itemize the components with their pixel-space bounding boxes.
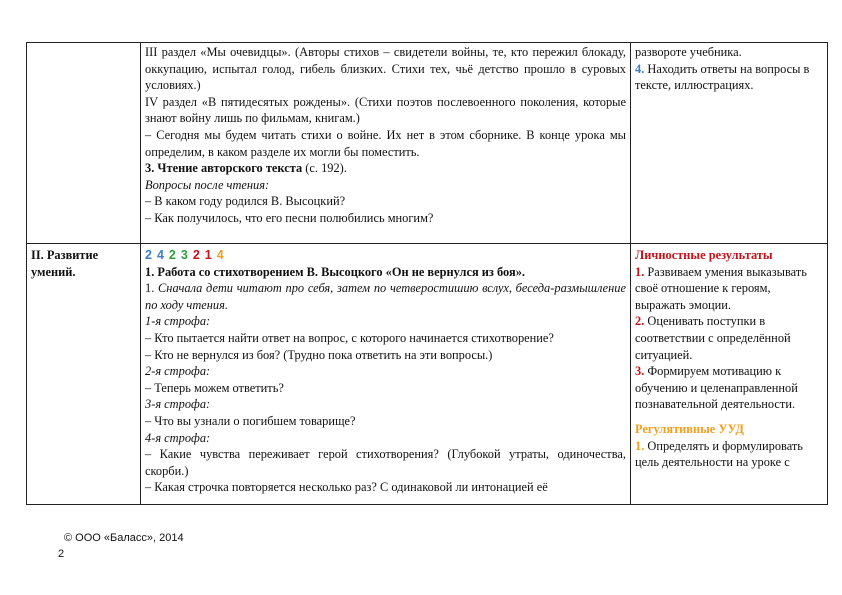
paragraph: – Сегодня мы будем читать стихи о войне. Их нет в этом сборнике. В конце урока мы определим, в каком разделе их могли бы поместить. bbox=[145, 127, 626, 159]
stanza-label: 1-я строфа: bbox=[145, 314, 211, 329]
stage-cell bbox=[27, 43, 141, 244]
question: – Как получилось, что его песни полюбились многим? bbox=[145, 210, 434, 225]
results-cell bbox=[631, 43, 828, 244]
copyright: © ООО «Баласс», 2014 bbox=[64, 532, 184, 544]
intro-text: Сначала дети читают про себя, затем по четверостишию вслух, беседа-размышление по ходу чтения. bbox=[145, 281, 626, 312]
lesson-table bbox=[26, 42, 828, 505]
reading-ref: (с. 192). bbox=[302, 161, 347, 176]
item-text: Оценивать поступки в соответствии с определённой ситуацией. bbox=[635, 314, 791, 362]
page-number: 2 bbox=[58, 548, 65, 560]
personal-results-heading: Личностные результаты bbox=[635, 248, 773, 262]
reading-heading: 3. Чтение авторского текста bbox=[145, 161, 303, 176]
table-row bbox=[27, 244, 828, 505]
stanza-line: – Кто не вернулся из боя? (Трудно пока ответить на эти вопросы.) bbox=[145, 347, 493, 362]
paragraph: IV раздел «В пятидесятых рождены». (Стихи поэтов послевоенного поколения, которые знают войну лишь по фильмам, книгам.) bbox=[145, 94, 626, 126]
stage-cell bbox=[27, 244, 141, 505]
item-text: Находить ответы на вопросы в тексте, иллюстрациях. bbox=[635, 61, 810, 93]
skill-code: 1 bbox=[204, 248, 212, 262]
stage-title: II. Развитие умений. bbox=[31, 248, 99, 279]
item-number: 3. bbox=[635, 364, 645, 379]
item-text: Определять и формулировать цель деятельности на уроке с bbox=[635, 438, 803, 470]
regulative-heading: Регулятивные УУД bbox=[635, 421, 744, 436]
stanza-line: – Какая строчка повторяется несколько раз? С одинаковой ли интонацией её bbox=[145, 480, 548, 495]
stanza-line: – Теперь можем ответить? bbox=[145, 380, 284, 395]
item-number: 4. bbox=[635, 61, 645, 76]
stanza-label: 4-я строфа: bbox=[145, 430, 211, 445]
results-text: развороте учебника. bbox=[635, 45, 742, 59]
after-reading-label: Вопросы после чтения: bbox=[145, 177, 270, 192]
intro-number: 1. bbox=[145, 281, 159, 296]
item-text: Формируем мотивацию к обучению и целенаправленной познавательной деятельности. bbox=[635, 364, 798, 412]
paragraph: III раздел «Мы очевидцы». (Авторы стихов – свидетели войны, те, кто пережил блокаду, оккупацию, испытал голод, гибель близких. Стихи тех, чьё детство прошло в суровых условиях.) bbox=[145, 45, 626, 93]
stanza-line: – Какие чувства переживает герой стихотворения? (Глубокой утраты, одиночества, скорби.) bbox=[145, 447, 626, 478]
skill-code: 2 bbox=[168, 248, 176, 262]
stanza-line: – Кто пытается найти ответ на вопрос, с которого начинается стихотворение? bbox=[145, 330, 554, 345]
question: – В каком году родился В. Высоцкий? bbox=[145, 194, 346, 209]
content-cell bbox=[141, 244, 631, 505]
skill-code: 4 bbox=[216, 248, 224, 262]
item-number: 1. bbox=[635, 264, 645, 279]
skill-code: 4 bbox=[156, 248, 164, 262]
table-row bbox=[27, 43, 828, 244]
skill-code: 2 bbox=[192, 248, 200, 262]
skill-codes bbox=[145, 247, 626, 264]
skill-code: 3 bbox=[180, 248, 188, 262]
item-number: 1. bbox=[635, 438, 645, 453]
results-cell bbox=[631, 244, 828, 505]
stanza-label: 3-я строфа: bbox=[145, 397, 211, 412]
item-text: Развиваем умения выказывать своё отношение к героям, выражать эмоции. bbox=[635, 264, 807, 312]
skill-code: 2 bbox=[145, 248, 152, 262]
stanza-line: – Что вы узнали о погибшем товарище? bbox=[145, 413, 356, 428]
stanza-label: 2-я строфа: bbox=[145, 364, 211, 379]
content-cell bbox=[141, 43, 631, 244]
item-number: 2. bbox=[635, 314, 645, 329]
work-heading: 1. Работа со стихотворением В. Высоцкого «Он не вернулся из боя». bbox=[145, 264, 525, 279]
